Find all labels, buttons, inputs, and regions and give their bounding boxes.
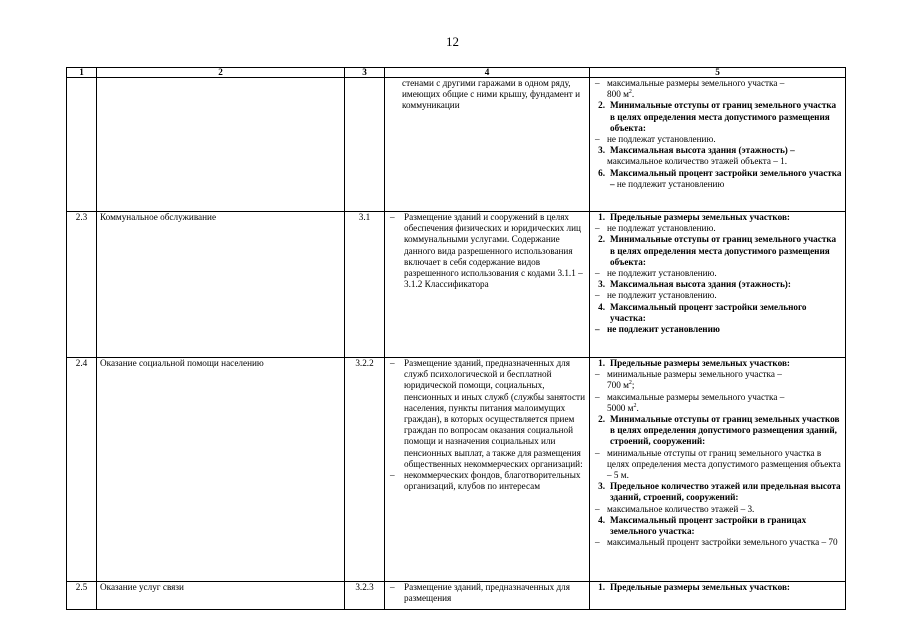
description-text: некоммерческих фондов, благотворительных организаций, клубов по интересам (404, 470, 581, 492)
param-heading: 6. Максимальный процент застройки земельного участка – не подлежит установлению (598, 167, 842, 189)
param-item: – не подлежит установлению. (595, 268, 717, 279)
row-description: – Размещение зданий, предназначенных для служб психологической и бесплатной юридической помощи, социальных, пенсионных и иных служб (службы занятости населения, пункты питания малоимущих граждан), в которых осуществляется прием граждан по вопросам оказания социальной помощи и назначения социальных или пенсионных выплат, а также для размещения общественных некоммерческих организаций: – некоммерческих фондов, благотворительных организаций, клубов по интересам (385, 358, 590, 582)
param-heading: 4. Максимальный процент застройки земельного участка: (598, 301, 807, 323)
row-code: 3.2.3 (345, 582, 385, 610)
regulations-table (66, 67, 846, 610)
row-parameters (590, 358, 846, 582)
row-name: Оказание социальной помощи населению (97, 358, 345, 582)
param-item: – максимальные размеры земельного участка – 5000 $м^2$. (595, 391, 785, 413)
column-header-3: 3 (345, 68, 385, 78)
param-heading: 3. Максимальная высота здания (этажность): (598, 279, 791, 290)
param-heading: 2. Минимальные отступы от границ земельного участка в целях определения места допустимого размещения объекта: (598, 234, 837, 267)
page-number: 12 (446, 34, 459, 49)
param-heading: 1. Предельные размеры земельных участков: (598, 358, 790, 368)
param-heading: 2. Минимальные отступы от границ земельных участков в целях определения допустимого размещения зданий, строений, сооружений: (598, 414, 840, 447)
column-header-2: 2 (97, 68, 345, 78)
description-text: Размещение зданий, предназначенных для служб психологической и бесплатной юридической помощи, социальных, пенсионных и иных служб (службы занятости населения, пункты питания малоимущих граждан), в которых осуществляется прием граждан по вопросам оказания социальной помощи и назначения социальных или пенсионных выплат, а также для размещения общественных некоммерческих организаций: (404, 358, 585, 469)
row-parameters (590, 212, 846, 358)
description-text: Размещение зданий, предназначенных для размещения (404, 582, 570, 604)
param-item: – не подлежат установлению. (595, 223, 716, 234)
param-heading: 3. Предельное количество этажей или предельная высота зданий, строений, сооружений: (598, 481, 841, 503)
description-text: Размещение зданий и сооружений в целях обеспечения физических и юридических лиц коммунальными услугами. Содержание данного вида разрешенного использования включает в себя содержание видов разрешенного использования с кодами 3.1.1 – 3.1.2 Классификатора (404, 212, 583, 290)
row-name (97, 78, 345, 212)
param-heading: 1. Предельные размеры земельных участков: (598, 212, 790, 222)
row-description (385, 78, 590, 212)
param-heading: 4. Максимальный процент застройки в границах земельного участка: (598, 514, 807, 537)
row-description: – Размещение зданий, предназначенных для размещения (385, 582, 590, 610)
param-item: – максимальный процент застройки земельного участка – 70 (595, 537, 838, 548)
column-header-4: 4 (385, 68, 590, 78)
row-description: – Размещение зданий и сооружений в целях обеспечения физических и юридических лиц коммунальными услугами. Содержание данного вида разрешенного использования включает в себя содержание видов разрешенного использования с кодами 3.1.1 – 3.1.2 Классификатора (385, 212, 590, 358)
param-item: максимальное количество этажей объекта – 1. (607, 156, 788, 167)
param-heading: 2. Минимальные отступы от границ земельного участка в целях определения места допустимого размещения объекта: (598, 100, 837, 133)
param-item: – не подлежит установлению. (595, 290, 717, 301)
param-item: – максимальные размеры земельного участка – 800 $м^2$. (595, 78, 785, 100)
column-header-1: 1 (67, 68, 97, 78)
table-row (67, 78, 846, 212)
row-code: 3.2.2 (345, 358, 385, 582)
description-text: стенами с другими гаражами в одном ряду, имеющих общие с ними крышу, фундамент и коммуникации (402, 78, 581, 111)
table-header-row (67, 68, 846, 78)
column-header-5: 5 (590, 68, 846, 78)
table-row (67, 582, 846, 610)
row-number: 2.3 (67, 212, 97, 358)
param-heading: 3. Максимальная высота здания (этажность) – (598, 145, 795, 156)
param-item: – минимальные отступы от границ земельного участка в целях определения места допустимого размещения объекта – 5 м. (595, 447, 841, 481)
row-name: Коммунальное обслуживание (97, 212, 345, 358)
table-row (67, 358, 846, 582)
row-number: 2.5 (67, 582, 97, 610)
param-item: – не подлежит установлению (595, 324, 720, 335)
row-code (345, 78, 385, 212)
param-item: – минимальные размеры земельного участка – 700 $м^2$; (595, 369, 782, 391)
param-heading: 1. Предельные размеры земельных участков: (598, 582, 790, 592)
table-row (67, 212, 846, 358)
param-item: – не подлежат установлению. (595, 134, 716, 145)
row-number: 2.4 (67, 358, 97, 582)
row-code: 3.1 (345, 212, 385, 358)
row-name: Оказание услуг связи (97, 582, 345, 610)
param-item: – максимальное количество этажей – 3. (595, 503, 755, 514)
row-parameters (590, 582, 846, 610)
row-number (67, 78, 97, 212)
row-parameters (590, 78, 846, 212)
